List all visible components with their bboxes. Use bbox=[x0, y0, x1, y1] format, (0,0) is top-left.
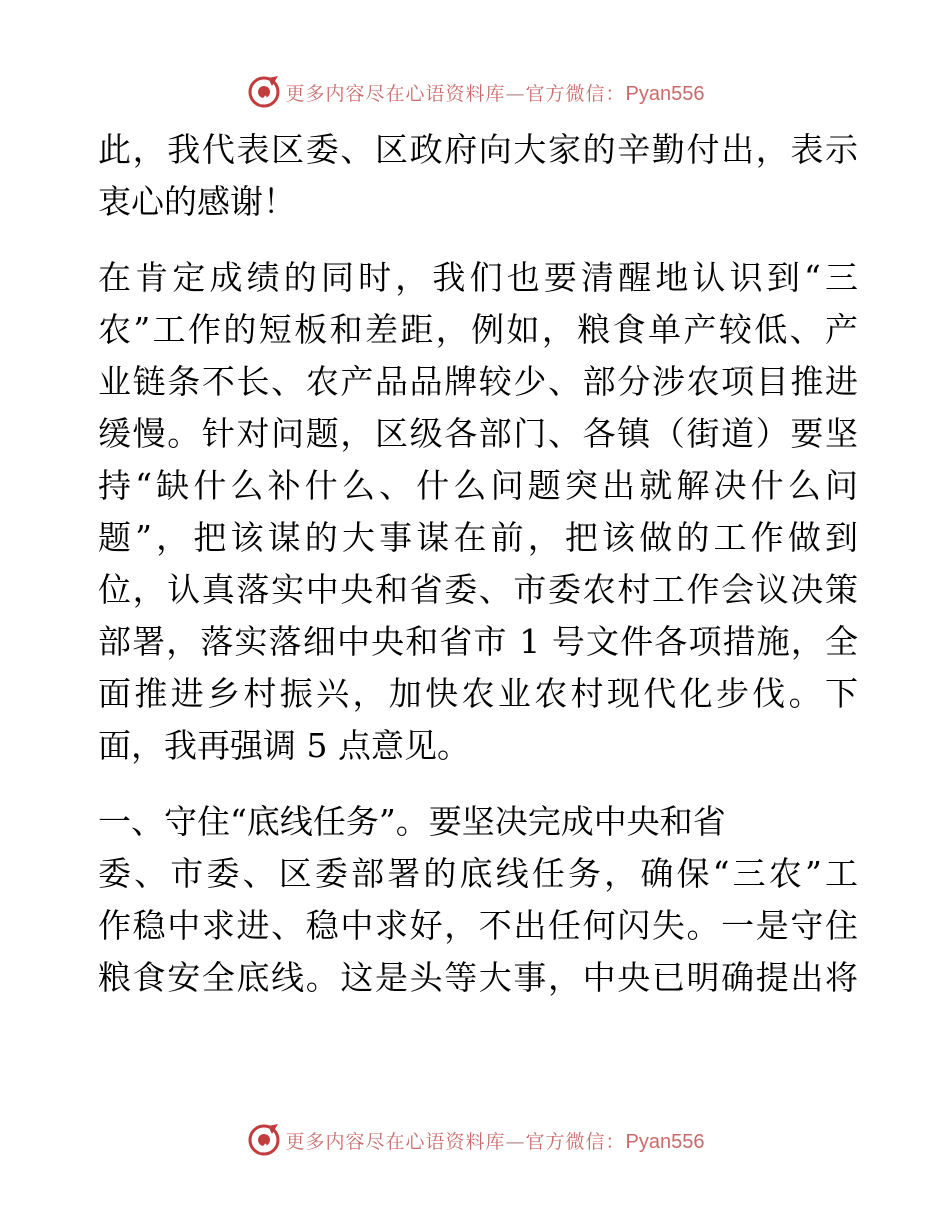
watermark-account: Pyan556 bbox=[625, 82, 705, 105]
text-line: 衷心的感谢！ bbox=[98, 182, 296, 221]
text-line: 此，我代表区委、区政府向大家的辛勤付出，表示 bbox=[98, 130, 858, 169]
watermark-wechat-label: 官方微信： bbox=[525, 1130, 626, 1153]
header-watermark bbox=[0, 72, 950, 112]
watermark-site: 更多内容尽在心语资料库 bbox=[285, 82, 506, 105]
document-body bbox=[98, 124, 858, 1004]
text-line: 粮食安全底线。这是头等大事，中央已明确提出将 bbox=[98, 958, 858, 997]
watermark-wechat-label: 官方微信： bbox=[525, 82, 626, 105]
footer-watermark bbox=[0, 1120, 950, 1160]
watermark-account: Pyan556 bbox=[625, 1130, 705, 1153]
logo-icon bbox=[246, 1122, 282, 1158]
text-line: 面，我再强调 5 点意见。 bbox=[98, 726, 470, 765]
watermark-text bbox=[286, 79, 705, 106]
watermark-dash: — bbox=[505, 82, 526, 105]
text-line: 农”工作的短板和差距，例如，粮食单产较低、产 bbox=[98, 310, 858, 349]
text-line: 作稳中求进、稳中求好，不出任何闪失。一是守住 bbox=[98, 906, 858, 945]
text-line: 一、守住“底线任务”。要坚决完成中央和省 bbox=[98, 802, 726, 841]
watermark-site: 更多内容尽在心语资料库 bbox=[285, 1130, 506, 1153]
text-line: 位，认真落实中央和省委、市委农村工作会议决策 bbox=[98, 570, 858, 609]
text-line: 部署，落实落细中央和省市 1 号文件各项措施，全 bbox=[98, 622, 858, 661]
text-line: 在肯定成绩的同时，我们也要清醒地认识到“三 bbox=[98, 258, 858, 297]
watermark-text bbox=[286, 1127, 705, 1154]
paragraph bbox=[98, 252, 858, 772]
watermark-dash: — bbox=[505, 1130, 526, 1153]
text-line: 题”，把该谋的大事谋在前，把该做的工作做到 bbox=[98, 518, 858, 557]
logo-icon bbox=[246, 74, 282, 110]
text-line: 缓慢。针对问题，区级各部门、各镇（街道）要坚 bbox=[98, 414, 858, 453]
text-line: 委、市委、区委部署的底线任务，确保“三农”工 bbox=[98, 854, 858, 893]
text-line: 面推进乡村振兴，加快农业农村现代化步伐。下 bbox=[98, 674, 858, 713]
paragraph bbox=[98, 796, 858, 1004]
text-line: 持“缺什么补什么、什么问题突出就解决什么问 bbox=[98, 466, 858, 505]
text-line: 业链条不长、农产品品牌较少、部分涉农项目推进 bbox=[98, 362, 858, 401]
paragraph bbox=[98, 124, 858, 228]
